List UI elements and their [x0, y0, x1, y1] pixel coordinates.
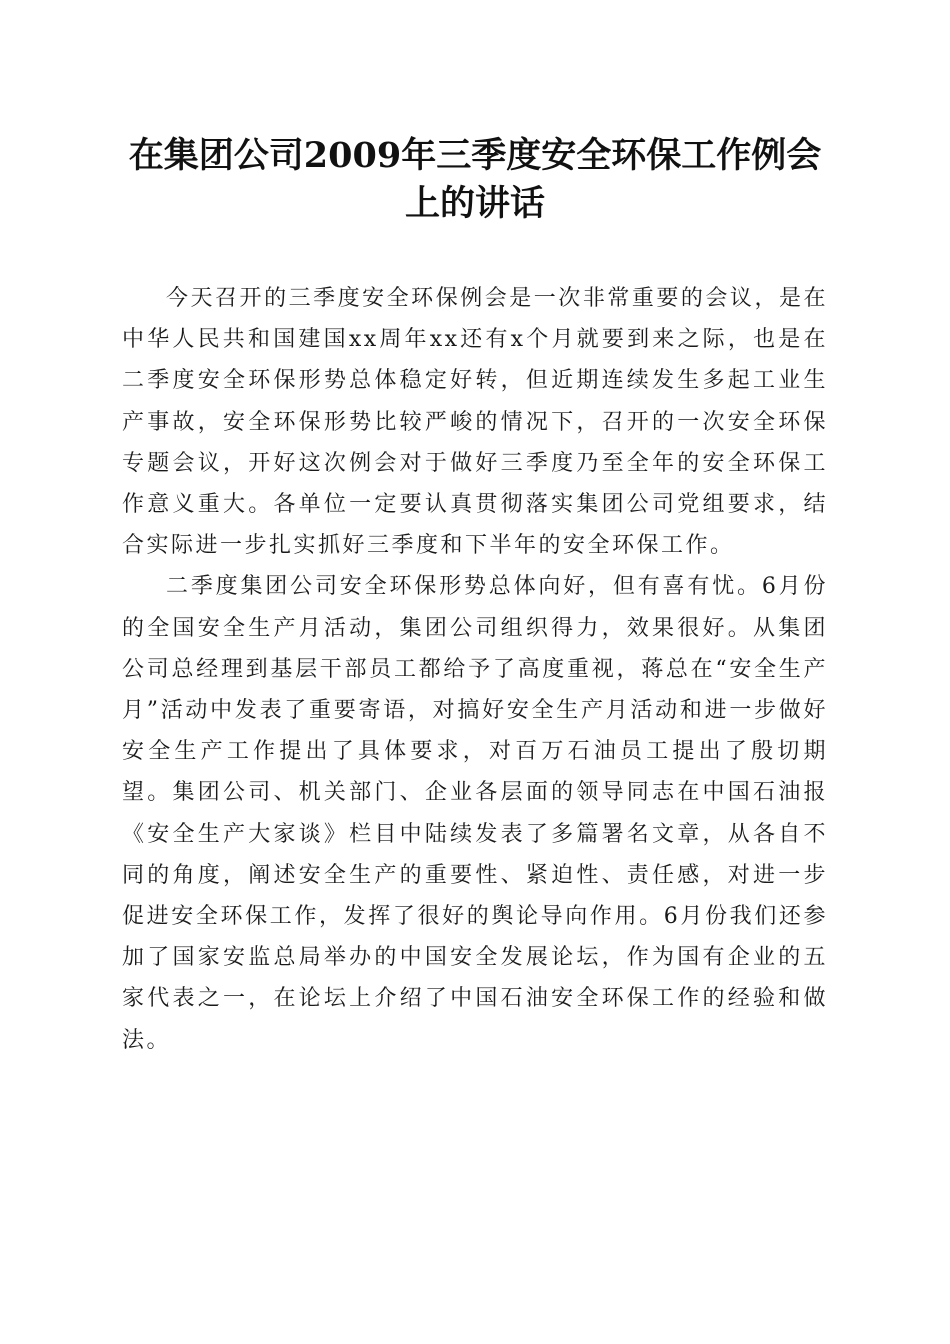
- document-body: [122, 278, 828, 1061]
- document-title: [100, 132, 850, 228]
- title-line-2: 上的讲话: [404, 183, 545, 224]
- paragraph-1: 今天召开的三季度安全环保例会是一次非常重要的会议，是在中华人民共和国建国xx周年xx还有x个月就要到来之际，也是在二季度安全环保形势总体稳定好转，但近期连续发生多起工业生产事故，安全环保形势比较严峻的情况下，召开的一次安全环保专题会议，开好这次例会对于做好三季度乃至全年的安全环保工作意义重大。各单位一定要认真贯彻落实集团公司党组要求，结合实际进一步扎实抓好三季度和下半年的安全环保工作。: [122, 286, 828, 559]
- paragraph-2: 二季度集团公司安全环保形势总体向好，但有喜有忧。6月份的全国安全生产月活动，集团公司组织得力，效果很好。从集团公司总经理到基层干部员工都给予了高度重视，蒋总在“安全生产月”活动中发表了重要寄语，对搞好安全生产月活动和进一步做好安全生产工作提出了具体要求，对百万石油员工提出了殷切期望。集团公司、机关部门、企业各层面的领导同志在中国石油报《安全生产大家谈》栏目中陆续发表了多篇署名文章，从各自不同的角度，阐述安全生产的重要性、紧迫性、责任感，对进一步促进安全环保工作，发挥了很好的舆论导向作用。6月份我们还参加了国家安监总局举办的中国安全发展论坛，作为国有企业的五家代表之一，在论坛上介绍了中国石油安全环保工作的经验和做法。: [122, 574, 828, 1053]
- title-line-1: 在集团公司2009年三季度安全环保工作例会: [128, 135, 822, 176]
